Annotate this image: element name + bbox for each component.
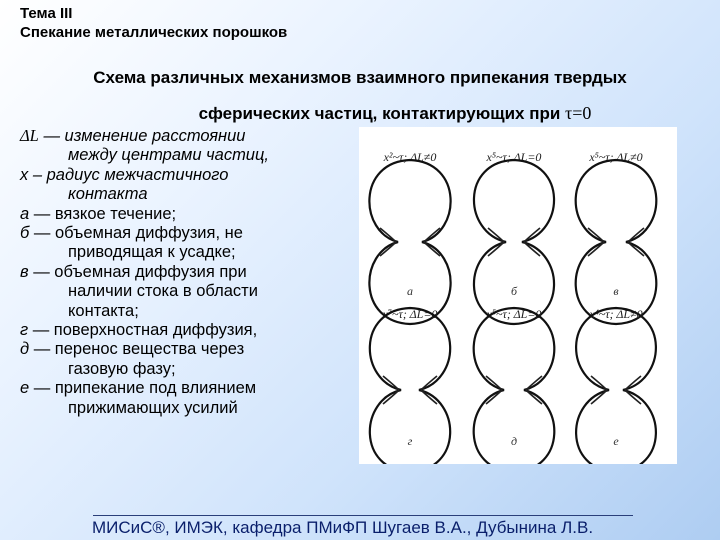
formula-1-2: x⁴~τ; ΔL≠0 bbox=[589, 307, 643, 321]
legend-item-2 bbox=[20, 263, 360, 282]
legend-item-letter: в bbox=[20, 262, 29, 281]
neck-arrow-lower bbox=[380, 242, 396, 256]
legend bbox=[20, 126, 360, 418]
formula-1-0: x⁷~τ; ΔL=0 bbox=[382, 307, 438, 321]
legend-dl-cont: между центрами частиц, bbox=[68, 146, 270, 165]
slide-title-line1: Схема различных механизмов взаимного припекания твердых bbox=[93, 68, 627, 87]
legend-item-text: — объемная диффузия при bbox=[28, 262, 247, 281]
formula-0-1: x⁵~τ; ΔL=0 bbox=[486, 150, 542, 164]
legend-item-5-cont: прижимающих усилий bbox=[68, 398, 238, 417]
panel-label-1-0: г bbox=[407, 434, 413, 448]
legend-item-0 bbox=[20, 205, 360, 224]
legend-item-letter: б bbox=[20, 224, 30, 243]
formula-1-1: x⁵~τ; ΔL=0 bbox=[486, 307, 542, 321]
legend-item-text: — перенос вещества через bbox=[29, 340, 245, 359]
legend-items bbox=[20, 205, 360, 418]
legend-item-letter: е bbox=[20, 379, 30, 398]
legend-x-cont: контакта bbox=[68, 185, 148, 204]
legend-item-text: — вязкое течение; bbox=[29, 204, 177, 223]
neck-arrow-upper bbox=[424, 228, 440, 242]
slide-title-line2 bbox=[70, 103, 720, 124]
topic-subtitle: Спекание металлических порошков bbox=[20, 24, 288, 41]
sintering-diagram bbox=[359, 127, 677, 464]
delta-l-symbol: ΔL bbox=[20, 126, 39, 145]
legend-item-letter: г bbox=[20, 321, 29, 340]
legend-item-letter: а bbox=[20, 204, 30, 223]
formula-0-0: x²~τ; ΔL≠0 bbox=[383, 150, 437, 164]
legend-dl bbox=[20, 126, 360, 146]
particle-pair-0-1 bbox=[474, 160, 554, 324]
neck-arrow-upper bbox=[380, 228, 396, 242]
legend-item-text: — поверхностная диффузия, bbox=[28, 321, 258, 340]
panel-label-1-2: е bbox=[613, 434, 619, 448]
legend-item-4-cont: газовую фазу; bbox=[68, 359, 176, 378]
topic-header bbox=[20, 4, 287, 42]
legend-item-1 bbox=[20, 224, 360, 243]
legend-item-3 bbox=[20, 321, 360, 340]
footer-credits: МИСиС®, ИМЭК, кафедра ПМиФП Шугаев В.А., Дубынина Л.В. bbox=[92, 518, 594, 537]
legend-item-4 bbox=[20, 340, 360, 359]
legend-item-5 bbox=[20, 379, 360, 398]
footer-rule bbox=[93, 515, 633, 516]
legend-item-1-cont: приводящая к усадке; bbox=[68, 243, 236, 262]
tau-condition: τ=0 bbox=[565, 103, 592, 123]
sintering-figure bbox=[359, 127, 677, 464]
legend-item-text: — припекание под влиянием bbox=[29, 379, 257, 398]
particle-pair-0-2 bbox=[576, 160, 657, 324]
panel-label-0-1: б bbox=[510, 284, 518, 298]
neck-arrow-lower bbox=[424, 242, 440, 256]
panel-label-0-2: в bbox=[613, 284, 619, 298]
legend-item-2-cont: наличии стока в области bbox=[68, 282, 258, 301]
panel-label-1-1: д bbox=[510, 434, 518, 448]
delta-l-text: — изменение расстоянии bbox=[38, 127, 246, 145]
particle-pair-0-0 bbox=[369, 160, 450, 324]
legend-item-text: — объемная диффузия, не bbox=[29, 224, 243, 243]
formula-0-2: x⁵~τ; ΔL≠0 bbox=[589, 150, 643, 164]
legend-item-2-cont: контакта; bbox=[68, 301, 139, 320]
legend-x: x – радиус межчастичного bbox=[20, 165, 229, 184]
slide-title-line2-text: сферических частиц, контактирующих при bbox=[198, 104, 561, 123]
legend-item-letter: д bbox=[20, 340, 30, 359]
topic-number: Тема III bbox=[20, 5, 73, 22]
panel-label-0-0: а bbox=[407, 284, 413, 298]
